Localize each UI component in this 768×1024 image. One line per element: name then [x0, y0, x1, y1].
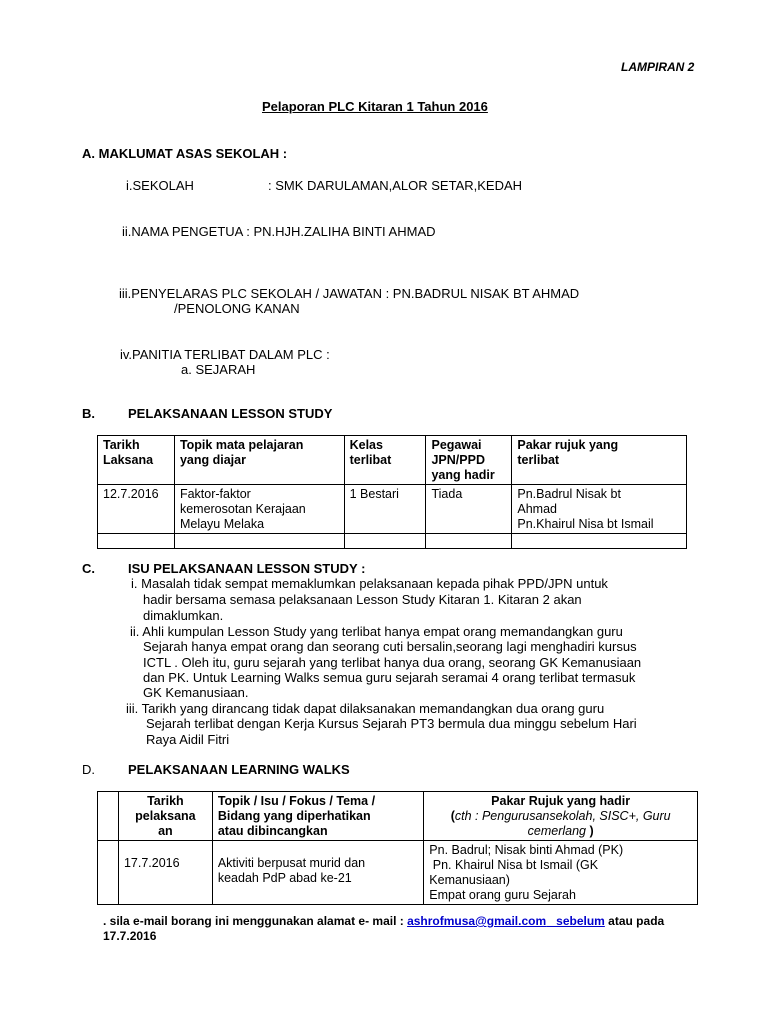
- table-row: [98, 841, 698, 905]
- section-b-heading: PELAKSANAAN LESSON STUDY: [128, 406, 333, 421]
- isu-line: GK Kemanusiaan.: [143, 685, 249, 700]
- header-pakar: Pakar rujuk yang terlibat: [512, 436, 687, 485]
- cell-topik: Aktiviti berpusat murid dan keadah PdP abad ke-21: [212, 841, 423, 905]
- cell-topik: Faktor-faktor kemerosotan Kerajaan Melayu Melaka: [174, 485, 344, 534]
- page-title: Pelaporan PLC Kitaran 1 Tahun 2016: [262, 99, 488, 114]
- email-link[interactable]: ashrofmusa@gmail.com: [407, 914, 547, 928]
- cell-pegawai: Tiada: [426, 485, 512, 534]
- learning-walks-table: [97, 791, 698, 905]
- section-c-heading: ISU PELAKSANAAN LESSON STUDY :: [128, 561, 366, 576]
- header-tarikh-pelaksanaan: Tarikh pelaksana an: [118, 792, 212, 841]
- panitia-line: iv.PANITIA TERLIBAT DALAM PLC :: [120, 347, 330, 362]
- isu-line: dimaklumkan.: [143, 608, 224, 623]
- section-b-letter: B.: [82, 406, 95, 421]
- lampiran-label: LAMPIRAN 2: [621, 60, 695, 74]
- cell-tarikh: 17.7.2016: [118, 841, 212, 905]
- table-row: [98, 485, 687, 534]
- isu-line: Sejarah terlibat dengan Kerja Kursus Sejarah PT3 bermula dua minggu sebelum Hari: [146, 716, 637, 731]
- cell-pakar: Pn. Badrul; Nisak binti Ahmad (PK) Pn. Khairul Nisa bt Ismail (GK Kemanusiaan) Empat orang guru Sejarah: [424, 841, 698, 905]
- isu-line: i. Masalah tidak sempat memaklumkan pelaksanaan kepada pihak PPD/JPN untuk: [131, 576, 608, 591]
- footer-date: 17.7.2016: [103, 929, 157, 943]
- section-a-heading: A. MAKLUMAT ASAS SEKOLAH :: [82, 146, 288, 161]
- header-topik: Topik mata pelajaran yang diajar: [174, 436, 344, 485]
- isu-line: dan PK. Untuk Learning Walks semua guru sejarah seramai 4 orang terlibat termasuk: [143, 670, 636, 685]
- header-pegawai: Pegawai JPN/PPD yang hadir: [426, 436, 512, 485]
- header-tarikh: Tarikh Laksana: [98, 436, 175, 485]
- pengetua-line: ii.NAMA PENGETUA : PN.HJH.ZALIHA BINTI AHMAD: [122, 224, 436, 239]
- header-kelas: Kelas terlibat: [344, 436, 426, 485]
- table-row-empty: [98, 534, 687, 549]
- isu-line: Sejarah hanya empat orang dan seorang cuti bersalin,seorang lagi menghadiri kursus: [143, 639, 637, 654]
- isu-line: hadir bersama semasa pelaksanaan Lesson Study Kitaran 1. Kitaran 2 akan: [143, 592, 582, 607]
- cell-kelas: 1 Bestari: [344, 485, 426, 534]
- table-header-row: [98, 792, 698, 841]
- panitia-item: a. SEJARAH: [181, 362, 256, 377]
- section-d-letter: D.: [82, 762, 95, 777]
- section-d-heading: PELAKSANAAN LEARNING WALKS: [128, 762, 350, 777]
- table-header-row: [98, 436, 687, 485]
- isu-line: Raya Aidil Fitri: [146, 732, 230, 747]
- cell-pakar: Pn.Badrul Nisak bt Ahmad Pn.Khairul Nisa bt Ismail: [512, 485, 687, 534]
- cell-tarikh: 12.7.2016: [98, 485, 175, 534]
- sekolah-label: i.SEKOLAH: [126, 178, 194, 193]
- lesson-study-table: [97, 435, 687, 549]
- header-pakar-rujuk: Pakar Rujuk yang hadir (cth : Pengurusansekolah, SISC+, Guru cemerlang ): [424, 792, 698, 841]
- isu-line: iii. Tarikh yang dirancang tidak dapat dilaksanakan memandangkan dua orang guru: [126, 701, 605, 716]
- header-topik-isu: Topik / Isu / Fokus / Tema / Bidang yang diperhatikan atau dibincangkan: [212, 792, 423, 841]
- penyelaras-jawatan: /PENOLONG KANAN: [174, 301, 300, 316]
- isu-line: ii. Ahli kumpulan Lesson Study yang terlibat hanya empat orang memandangkan guru: [130, 624, 623, 639]
- footer-note: . sila e-mail borang ini menggunakan alamat e- mail : ashrofmusa@gmail.com sebelum atau pada: [103, 914, 665, 928]
- sekolah-value: : SMK DARULAMAN,ALOR SETAR,KEDAH: [268, 178, 523, 193]
- isu-line: ICTL . Oleh itu, guru sejarah yang terlibat hanya dua orang, seorang GK Kemanusiaan: [143, 655, 642, 670]
- section-c-letter: C.: [82, 561, 95, 576]
- penyelaras-line: iii.PENYELARAS PLC SEKOLAH / JAWATAN : PN.BADRUL NISAK BT AHMAD: [119, 286, 580, 301]
